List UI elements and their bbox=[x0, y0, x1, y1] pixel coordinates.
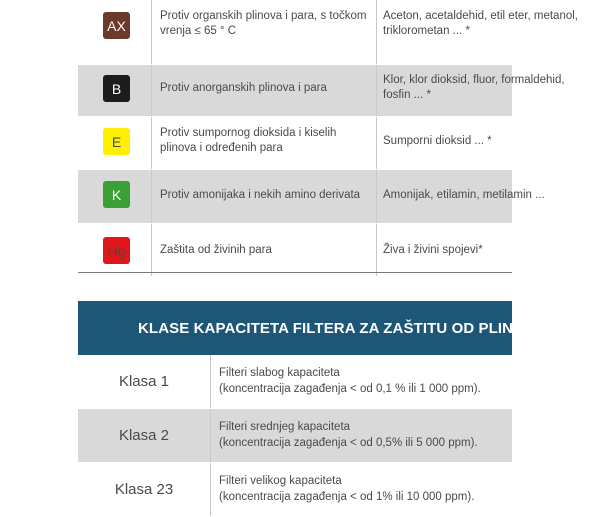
capacity-desc-line2: (koncentracija zagađenja < od 0,1 % ili 1 000 ppm). bbox=[219, 383, 481, 395]
filter-row-ax bbox=[78, 0, 578, 65]
badge-k: K bbox=[103, 181, 130, 208]
capacity-class-description bbox=[219, 473, 509, 505]
filter-description: Protiv organskih plinova i para, s točkom vrenja ≤ 65 ° C bbox=[160, 10, 367, 37]
filter-type-table bbox=[78, 0, 578, 277]
capacity-class-description bbox=[219, 365, 509, 397]
capacity-class-label: Klasa 1 bbox=[118, 373, 170, 390]
capacity-class-description bbox=[219, 419, 509, 451]
filter-examples: Aceton, acetaldehid, etil eter, metanol, triklorometan ... * bbox=[383, 10, 578, 37]
badge-b: B bbox=[103, 75, 130, 102]
filter-row-b bbox=[78, 65, 565, 117]
filter-examples: Živa i živini spojevi* bbox=[383, 244, 483, 256]
filter-description: Protiv anorganskih plinova i para bbox=[160, 82, 327, 94]
capacity-desc-line1: Filteri velikog kapaciteta bbox=[219, 475, 342, 487]
capacity-desc-line2: (koncentracija zagađenja < od 0,5% ili 5 000 ppm). bbox=[219, 437, 478, 449]
capacity-desc-line1: Filteri slabog kapaciteta bbox=[219, 367, 340, 379]
badge-e: E bbox=[103, 128, 130, 155]
filter-examples: Sumporni dioksid ... * bbox=[383, 135, 492, 147]
filter-description: Zaštita od živinih para bbox=[160, 244, 272, 256]
capacity-class-label: Klasa 23 bbox=[114, 481, 174, 498]
badge-ax: AX bbox=[103, 12, 130, 39]
filter-row-hg bbox=[78, 224, 512, 277]
capacity-desc-line2: (koncentracija zagađenja < od 1% ili 10 000 ppm). bbox=[219, 491, 475, 503]
capacity-row-3 bbox=[78, 463, 512, 517]
badge-hg: Hg bbox=[103, 237, 130, 264]
capacity-class-label: Klasa 2 bbox=[118, 427, 170, 444]
table-bottom-rule bbox=[78, 272, 512, 273]
filter-row-e bbox=[78, 117, 512, 170]
capacity-row-1 bbox=[78, 355, 512, 409]
filter-row-k bbox=[78, 170, 545, 224]
capacity-desc-line1: Filteri srednjeg kapaciteta bbox=[219, 421, 351, 433]
capacity-class-table bbox=[78, 301, 599, 517]
capacity-row-2 bbox=[78, 409, 512, 463]
filter-description: Protiv sumpornog dioksida i kiselih plinova i određenih para bbox=[160, 127, 337, 154]
capacity-table-header: KLASE KAPACITETA FILTERA ZA ZAŠTITU OD PLINOVA I PARA bbox=[78, 301, 512, 355]
filter-examples: Klor, klor dioksid, fluor, formaldehid, fosfin ... * bbox=[383, 74, 565, 101]
filter-description: Protiv amonijaka i nekih amino derivata bbox=[160, 189, 361, 201]
filter-examples: Amonijak, etilamin, metilamin ... bbox=[383, 189, 545, 201]
